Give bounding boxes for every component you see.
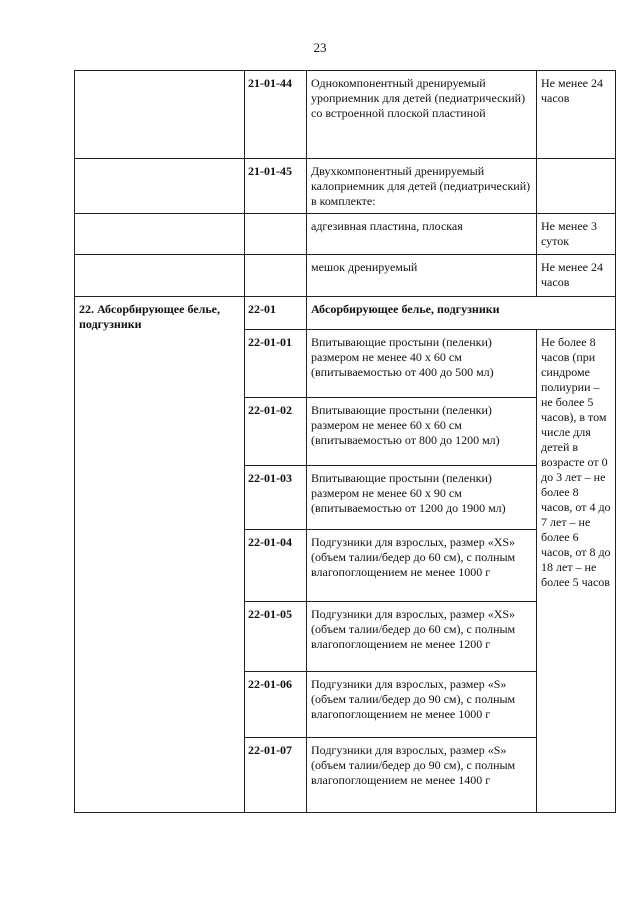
group-name-cell: Абсорбирующее белье, подгузники bbox=[307, 297, 616, 330]
table-row bbox=[75, 71, 616, 159]
code-cell: 22-01-01 bbox=[245, 330, 307, 398]
code-cell: 22-01-05 bbox=[245, 602, 307, 672]
category-cell bbox=[75, 71, 245, 159]
page-number: 23 bbox=[313, 40, 327, 55]
code-cell: 22-01-02 bbox=[245, 398, 307, 466]
table-row bbox=[75, 297, 616, 330]
code-cell: 22-01-04 bbox=[245, 530, 307, 602]
category-cell bbox=[75, 159, 245, 214]
code-cell bbox=[245, 214, 307, 255]
term-cell: Не менее 3 суток bbox=[537, 214, 616, 255]
code-cell bbox=[245, 255, 307, 297]
term-cell bbox=[537, 159, 616, 214]
category-cell: 22. Абсорбирующее белье, подгузники bbox=[75, 297, 245, 813]
category-cell bbox=[75, 214, 245, 255]
code-cell: 22-01-03 bbox=[245, 466, 307, 530]
name-cell: Подгузники для взрослых, размер «S» (объем талии/бедер до 90 см), с полным влагопоглощением не менее 1000 г bbox=[307, 672, 537, 738]
code-cell: 22-01 bbox=[245, 297, 307, 330]
table-row bbox=[75, 159, 616, 214]
name-cell: Впитывающие простыни (пеленки) размером не менее 60 х 60 см (впитываемостью от 800 до 1200 мл) bbox=[307, 398, 537, 466]
name-cell: Подгузники для взрослых, размер «XS» (объем талии/бедер до 60 см), с полным влагопоглощением не менее 1000 г bbox=[307, 530, 537, 602]
name-cell: Двухкомпонентный дренируемый калоприемник для детей (педиатрический) в комплекте: bbox=[307, 159, 537, 214]
name-cell: Впитывающие простыни (пеленки) размером не менее 60 х 90 см (впитываемостью от 1200 до 1900 мл) bbox=[307, 466, 537, 530]
category-cell bbox=[75, 255, 245, 297]
products-table bbox=[74, 70, 616, 813]
name-cell: адгезивная пластина, плоская bbox=[307, 214, 537, 255]
table-row bbox=[75, 255, 616, 297]
name-cell: Подгузники для взрослых, размер «XS» (объем талии/бедер до 60 см), с полным влагопоглощением не менее 1200 г bbox=[307, 602, 537, 672]
code-cell: 21-01-44 bbox=[245, 71, 307, 159]
name-cell: мешок дренируемый bbox=[307, 255, 537, 297]
term-cell: Не менее 24 часов bbox=[537, 255, 616, 297]
shared-term-cell: Не более 8 часов (при синдроме полиурии – не более 5 часов), в том числе для детей в возрасте от 0 до 3 лет – не более 8 часов, от 4 до 7 лет – не более 6 часов, от 8 до 18 лет – не более 5 часов bbox=[537, 330, 616, 813]
name-cell: Подгузники для взрослых, размер «S» (объем талии/бедер до 90 см), с полным влагопоглощением не менее 1400 г bbox=[307, 738, 537, 813]
name-cell: Впитывающие простыни (пеленки) размером не менее 40 х 60 см (впитываемостью от 400 до 500 мл) bbox=[307, 330, 537, 398]
code-cell: 21-01-45 bbox=[245, 159, 307, 214]
term-cell: Не менее 24 часов bbox=[537, 71, 616, 159]
name-cell: Однокомпонентный дренируемый уроприемник для детей (педиатрический) со встроенной плоской пластиной bbox=[307, 71, 537, 159]
table-row bbox=[75, 214, 616, 255]
code-cell: 22-01-07 bbox=[245, 738, 307, 813]
code-cell: 22-01-06 bbox=[245, 672, 307, 738]
